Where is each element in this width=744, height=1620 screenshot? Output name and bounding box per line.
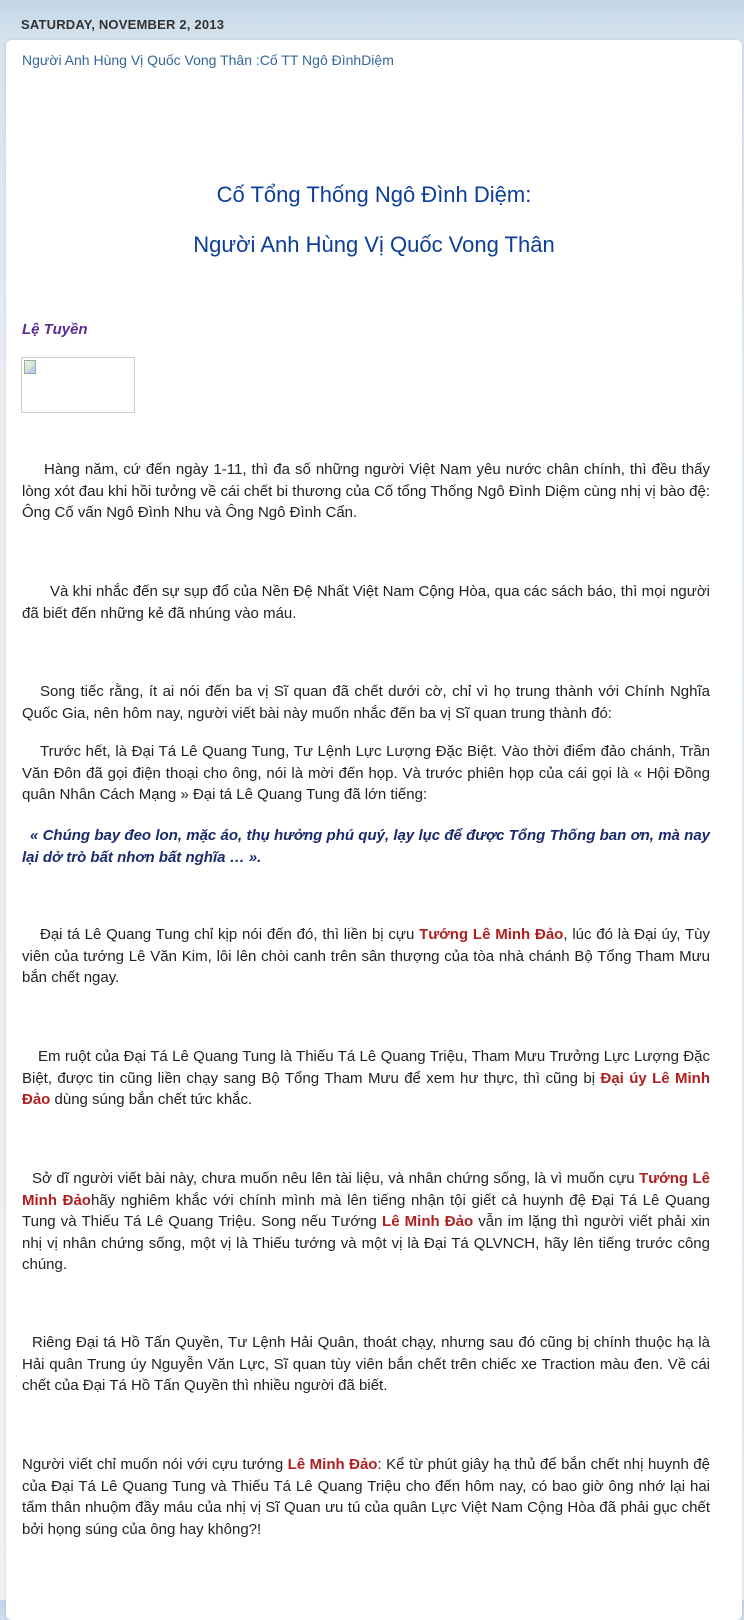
post-container: [6, 40, 742, 1620]
paragraph-9: [22, 1454, 710, 1540]
quote-paragraph: « Chúng bay đeo lon, mặc áo, thụ hưởng phú quý, lạy lục để được Tổng Thống ban ơn, mà nay lại dở trò bất nhơn bất nghĩa … ».: [22, 827, 710, 866]
paragraph-6-text-c: dùng súng bắn chết tức khắc.: [50, 1091, 253, 1108]
author-name: Lệ Tuyền: [22, 321, 88, 338]
broken-image-icon: [24, 360, 36, 374]
paragraph-6-text-a: Em ruột của Đại Tá Lê Quang Tung là Thiếu Tá Lê Quang Triệu, Tham Mưu Trưởng Lực Lượng Đặc Biệt, được tin cũng liền chạy sang Bộ Tổng Tham Mưu để xem hư thực, thì cũng bị: [22, 1048, 710, 1087]
paragraph-4: Trước hết, là Đại Tá Lê Quang Tung, Tư Lệnh Lực Lượng Đặc Biệt. Vào thời điểm đảo chánh, Trần Văn Đôn đã gọi điện thoại cho ông, nói là mời đến họp. Và trước phiên họp của cái gọi là « Hội Đồng quân Nhân Cách Mạng » Đại tá Lê Quang Tung đã lớn tiếng:: [22, 743, 710, 803]
paragraph-9-text-c: : Kể từ phút giây hạ thủ để bắn chết nhị huynh đệ của Đại Tá Lê Quang Tung và Thiếu Tá Lê Quang Triệu cho đến hôm nay, có bao giờ ông nhớ lại hai tấm thân nhuộm đầy máu của nhị vị Sĩ Quan ưu tú của quân Lực Việt Nam Cộng Hòa đã phải gục chết bởi họng súng của ông hay không?!: [22, 1456, 710, 1538]
highlight-name: Tướng Lê Minh Đảo: [22, 1170, 710, 1209]
paragraph-6: [22, 1046, 710, 1111]
post-title-link[interactable]: Người Anh Hùng Vị Quốc Vong Thân :Cố TT Ngô ĐìnhDiệm: [22, 52, 394, 68]
paragraph-7-text-c: hãy nghiêm khắc với chính mình mà lên tiếng nhận tội giết cả huynh đệ Đại Tá Lê Quang Tung và Thiếu Tá Lê Quang Triệu. Song nếu Tướng: [22, 1191, 710, 1230]
paragraph-5-text-a: Đại tá Lê Quang Tung chỉ kịp nói đến đó, thì liền bị cựu: [40, 926, 420, 943]
paragraph-7-text-e: vẫn im lặng thì người viết phải xin nhị vị nhân chứng sống, một vị là Thiếu tướng và một vị là Đại Tá QLVNCH, hãy lên tiếng trước công chúng.: [22, 1213, 710, 1273]
highlight-name: Tướng Lê Minh Đảo: [419, 926, 564, 943]
paragraph-5: [22, 924, 710, 989]
paragraph-7-text-a: Sở dĩ người viết bài này, chưa muốn nêu lên tài liệu, và nhân chứng sống, là vì muốn cựu: [32, 1170, 640, 1187]
article-image-placeholder: [21, 357, 135, 413]
paragraph-3: Song tiếc rằng, ít ai nói đến ba vị Sĩ quan đã chết dưới cờ, chỉ vì họ trung thành với Chính Nghĩa Quốc Gia, nên hôm nay, người viết bài này muốn nhắc đến ba vị Sĩ quan trung thành đó:: [22, 683, 710, 722]
paragraph-5-text-c: , lúc đó là Đại úy, Tùy viên của tướng Lê Văn Kim, lôi lên chòi canh trên sân thượng của tòa nhà chánh Bộ Tổng Tham Mưu bắn chết ngay.: [22, 926, 710, 986]
paragraph-9-text-a: Người viết chỉ muốn nói với cựu tướng: [22, 1456, 288, 1473]
paragraph-7: [22, 1168, 710, 1276]
highlight-name: Đại úy Lê Minh Đảo: [22, 1069, 711, 1108]
highlight-name: Lê Minh Đảo: [287, 1456, 378, 1473]
paragraph-2: Và khi nhắc đến sự sụp đổ của Nền Đệ Nhất Việt Nam Cộng Hòa, qua các sách báo, thì mọi người đã biết đến những kẻ đã nhúng vào máu.: [22, 583, 710, 622]
date-header: SATURDAY, NOVEMBER 2, 2013: [21, 17, 225, 32]
article-headline-line2: Người Anh Hùng Vị Quốc Vong Thân: [193, 232, 555, 257]
paragraph-8: Riêng Đại tá Hồ Tấn Quyền, Tư Lệnh Hải Quân, thoát chạy, nhưng sau đó cũng bị chính thuộc hạ là Hải quân Trung úy Nguyễn Văn Lực, Sĩ quan tùy viên bắn chết trên chiếc xe Traction màu đen. Về cái chết của Đại Tá Hồ Tấn Quyền thì nhiều người đã biết.: [22, 1334, 710, 1394]
highlight-name: Lê Minh Đảo: [382, 1213, 474, 1230]
paragraph-1: Hàng năm, cứ đến ngày 1-11, thì đa số những người Việt Nam yêu nước chân chính, thì đều thấy lòng xót đau khi hồi tưởng về cái chết bi thương của Cố tổng Thống Ngô Đình Diệm cùng nhị vị bào đệ: Ông Cố vấn Ngô Đình Nhu và Ông Ngô Đình Cẩn.: [22, 461, 710, 521]
article-headline-line1: Cố Tổng Thống Ngô Đình Diệm:: [216, 182, 532, 207]
